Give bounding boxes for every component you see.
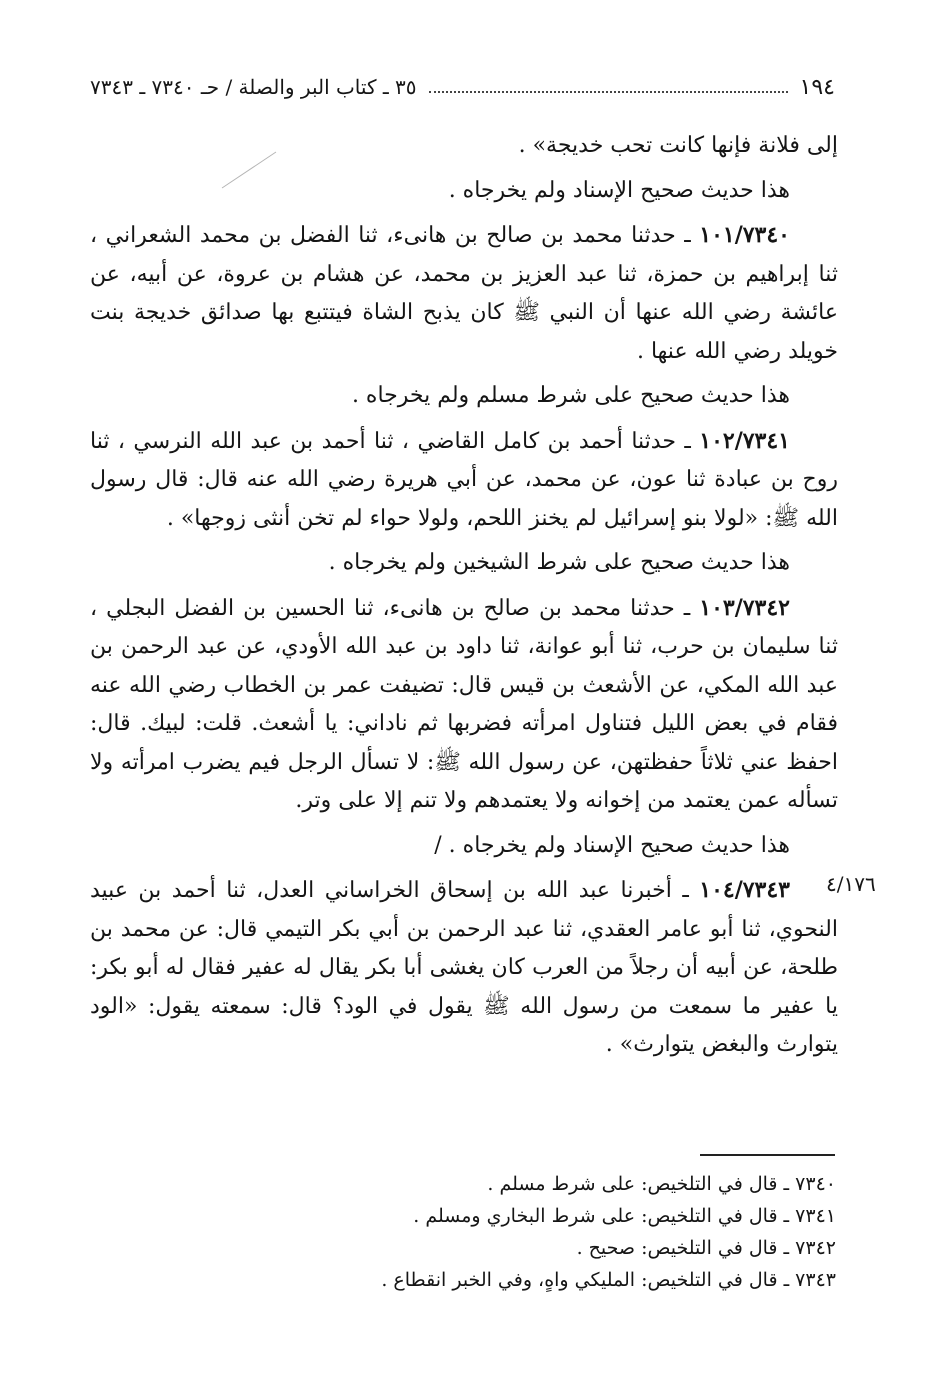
header-leader-dots (429, 91, 788, 93)
verdict-paragraph (90, 544, 838, 583)
hadith-paragraph (90, 422, 838, 539)
running-title: ٣٥ ـ كتاب البر والصلة / حـ ٧٣٤٠ ـ ٧٣٤٣ (90, 75, 417, 99)
footnote: ٧٣٤٣ ـ قال في التلخيص: المليكي واهٍ، وفي الخبر انقطاع . (381, 1269, 836, 1291)
paragraph-text: ـ حدثنا محمد بن صالح بن هانىء، ثنا الحسين بن الفضل البجلي ، ثنا سليمان بن حرب، ثنا أبو عوانة، ثنا داود بن عبد الله الأودي، عن عبد الرحمن بن عبد الله المكي، عن الأشعث بن قيس قال: تضيفت عمر بن الخطاب رضي الله عنه فقام في بعض الليل فتناول امرأته فضربها ثم ناداني: يا أشعث. قلت: لبيك. قال: احفظ عني ثلاثاً حفظتهن، عن رسول الله ﷺ: لا تسأل الرجل فيم يضرب امرأته ولا تسأله عمن يعتمد من إخوانه ولا يعتمدهم ولا تنم إلا على وتر. (90, 595, 838, 813)
verdict-paragraph (90, 172, 838, 211)
footnote: ٧٣٤١ ـ قال في التلخيص: على شرط البخاري ومسلم . (413, 1205, 836, 1227)
hadith-number: ١٠٤/٧٣٤٣ (699, 877, 790, 903)
paragraph-text: إلى فلانة فإنها كانت تحب خديجة» . (518, 133, 838, 158)
verdict-paragraph (90, 827, 838, 866)
footnotes (200, 1168, 836, 1296)
footnote: ٧٣٤٠ ـ قال في التلخيص: على شرط مسلم . (487, 1173, 836, 1195)
hadith-paragraph (90, 216, 838, 371)
main-text (90, 127, 838, 1071)
page-header (90, 70, 835, 104)
paragraph-text: هذا حديث صحيح على شرط مسلم ولم يخرجاه . (351, 383, 790, 408)
hadith-number: ١٠٢/٧٣٤١ (699, 427, 790, 454)
paragraph-text: هذا حديث صحيح الإسناد ولم يخرجاه . / (434, 832, 790, 858)
page-number: ١٩٤ (799, 74, 835, 100)
paragraph-text: ـ حدثنا محمد بن صالح بن هانىء، ثنا الفضل بن محمد الشعراني ، ثنا إبراهيم بن حمزة، ثنا عبد العزيز بن محمد، عن هشام بن عروة، عن أبيه، عن عائشة رضي الله عنها أن النبي ﷺ كان يذبح الشاة فيتتبع بها صدائق خديجة بنت خويلد رضي الله عنها . (90, 223, 838, 364)
paragraph-text: ـ أخبرنا عبد الله بن إسحاق الخراساني العدل، ثنا أحمد بن عبيد النحوي، ثنا أبو عامر العقدي، ثنا عبد الرحمن بن أبي بكر التيمي قال: عن محمد بن طلحة، عن أبيه أن رجلاً من العرب كان يغشى أبا بكر يقال له عفير فقال له أبو بكر: يا عفير ما سمعت من رسول الله ﷺ يقول في الود؟ قال: سمعته يقول: «الود يتوارث والبغض يتوارث» . (90, 878, 838, 1057)
hadith-number: ١٠١/٧٣٤٠ (699, 222, 790, 248)
paragraph-text: هذا حديث صحيح على شرط الشيخين ولم يخرجاه . (328, 550, 790, 575)
verdict-paragraph (90, 377, 838, 416)
paragraph-continuation (90, 127, 838, 166)
paragraph-text: ـ حدثنا أحمد بن كامل القاضي ، ثنا أحمد بن عبد الله النرسي ، ثنا روح بن عبادة ثنا عون، عن محمد، عن أبي هريرة رضي الله عنه قال: قال رسول الله ﷺ: «لولا بنو إسرائيل لم يخنز اللحم، ولولا حواء لم تخن أنثى زوجها» . (90, 428, 838, 531)
margin-page-reference: ٤/١٧٦ (826, 872, 876, 896)
hadith-number: ١٠٣/٧٣٤٢ (699, 594, 790, 621)
hadith-paragraph (90, 871, 838, 1065)
footnote-divider (700, 1154, 835, 1156)
paragraph-text: هذا حديث صحيح الإسناد ولم يخرجاه . (448, 177, 790, 203)
footnote: ٧٣٤٢ ـ قال في التلخيص: صحيح . (576, 1237, 836, 1259)
hadith-paragraph (90, 589, 838, 821)
